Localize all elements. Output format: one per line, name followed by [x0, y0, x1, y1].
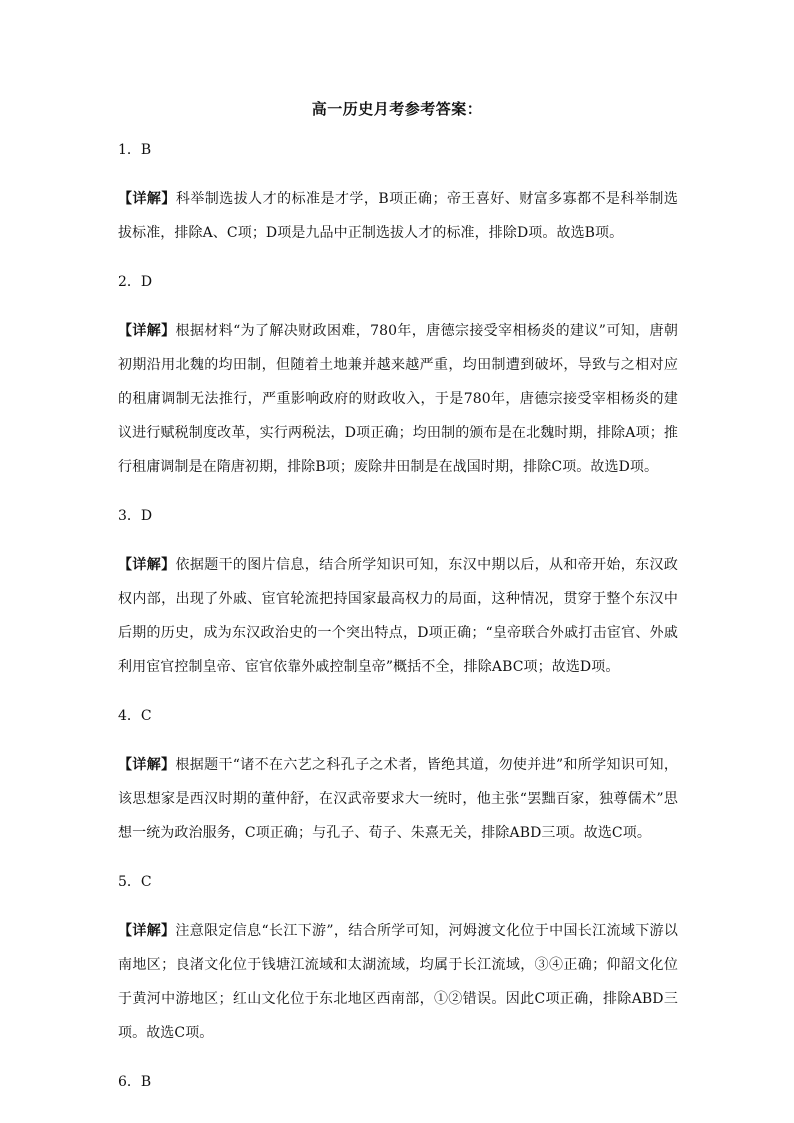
- explanation-text: 根据题干“诸不在六艺之科孔子之术者，皆绝其道，勿使并进”和所学知识可知，该思想家是西汉时期的董仲舒，在汉武帝要求大一统时，他主张“罢黜百家，独尊儒术”思想一统为政治服务，C项正确；与孔子、荀子、朱熹无关，排除ABD三项。故选C项。: [118, 757, 678, 841]
- page-title: 高一历史月考参考答案：: [311, 100, 483, 118]
- question-number-1: 1．B: [118, 142, 152, 158]
- explanation-3: [118, 548, 678, 684]
- explanation-1: [118, 182, 678, 250]
- detail-tag: 【详解】: [118, 557, 176, 573]
- detail-tag: 【详解】: [118, 323, 176, 339]
- explanation-2: [118, 314, 678, 484]
- detail-tag: 【详解】: [118, 757, 176, 773]
- explanation-4: [118, 748, 678, 850]
- explanation-text: 科举制选拔人才的标准是才学，B项正确；帝王喜好、财富多寡都不是科举制选拔标准，排除A、C项；D项是九品中正制选拔人才的标准，排除D项。故选B项。: [118, 191, 678, 241]
- detail-tag: 【详解】: [118, 191, 176, 207]
- question-number-3: 3．D: [118, 508, 153, 524]
- explanation-5: [118, 914, 678, 1050]
- question-number-4: 4．C: [118, 708, 152, 724]
- explanation-text: 注意限定信息“长江下游”，结合所学可知，河姆渡文化位于中国长江流域下游以南地区；良渚文化位于钱塘江流域和太湖流域，均属于长江流域，③④正确；仰韶文化位于黄河中游地区；红山文化位于东北地区西南部，①②错误。因此C项正确，排除ABD三项。故选C项。: [118, 923, 678, 1041]
- question-number-5: 5．C: [118, 874, 152, 890]
- explanation-text: 依据题干的图片信息，结合所学知识可知，东汉中期以后，从和帝开始，东汉政权内部，出现了外戚、宦官轮流把持国家最高权力的局面，这种情况，贯穿于整个东汉中后期的历史，成为东汉政治史的一个突出特点，D项正确；“皇帝联合外戚打击宦官、外戚利用宦官控制皇帝、宦官依靠外戚控制皇帝”概括不全，排除ABC项；故选D项。: [118, 557, 678, 675]
- explanation-text: 根据材料“为了解决财政困难，780年，唐德宗接受宰相杨炎的建议”可知，唐朝初期沿用北魏的均田制，但随着土地兼并越来越严重，均田制遭到破坏，导致与之相对应的租庸调制无法推行，严重影响政府的财政收入，于是780年，唐德宗接受宰相杨炎的建议进行赋税制度改革，实行两税法，D项正确；均田制的颁布是在北魏时期，排除A项；推行租庸调制是在隋唐初期，排除B项；废除井田制是在战国时期，排除C项。故选D项。: [118, 323, 678, 475]
- detail-tag: 【详解】: [118, 923, 176, 939]
- question-number-6: 6．B: [118, 1074, 152, 1090]
- question-number-2: 2．D: [118, 274, 153, 290]
- answer-list: [118, 138, 678, 1114]
